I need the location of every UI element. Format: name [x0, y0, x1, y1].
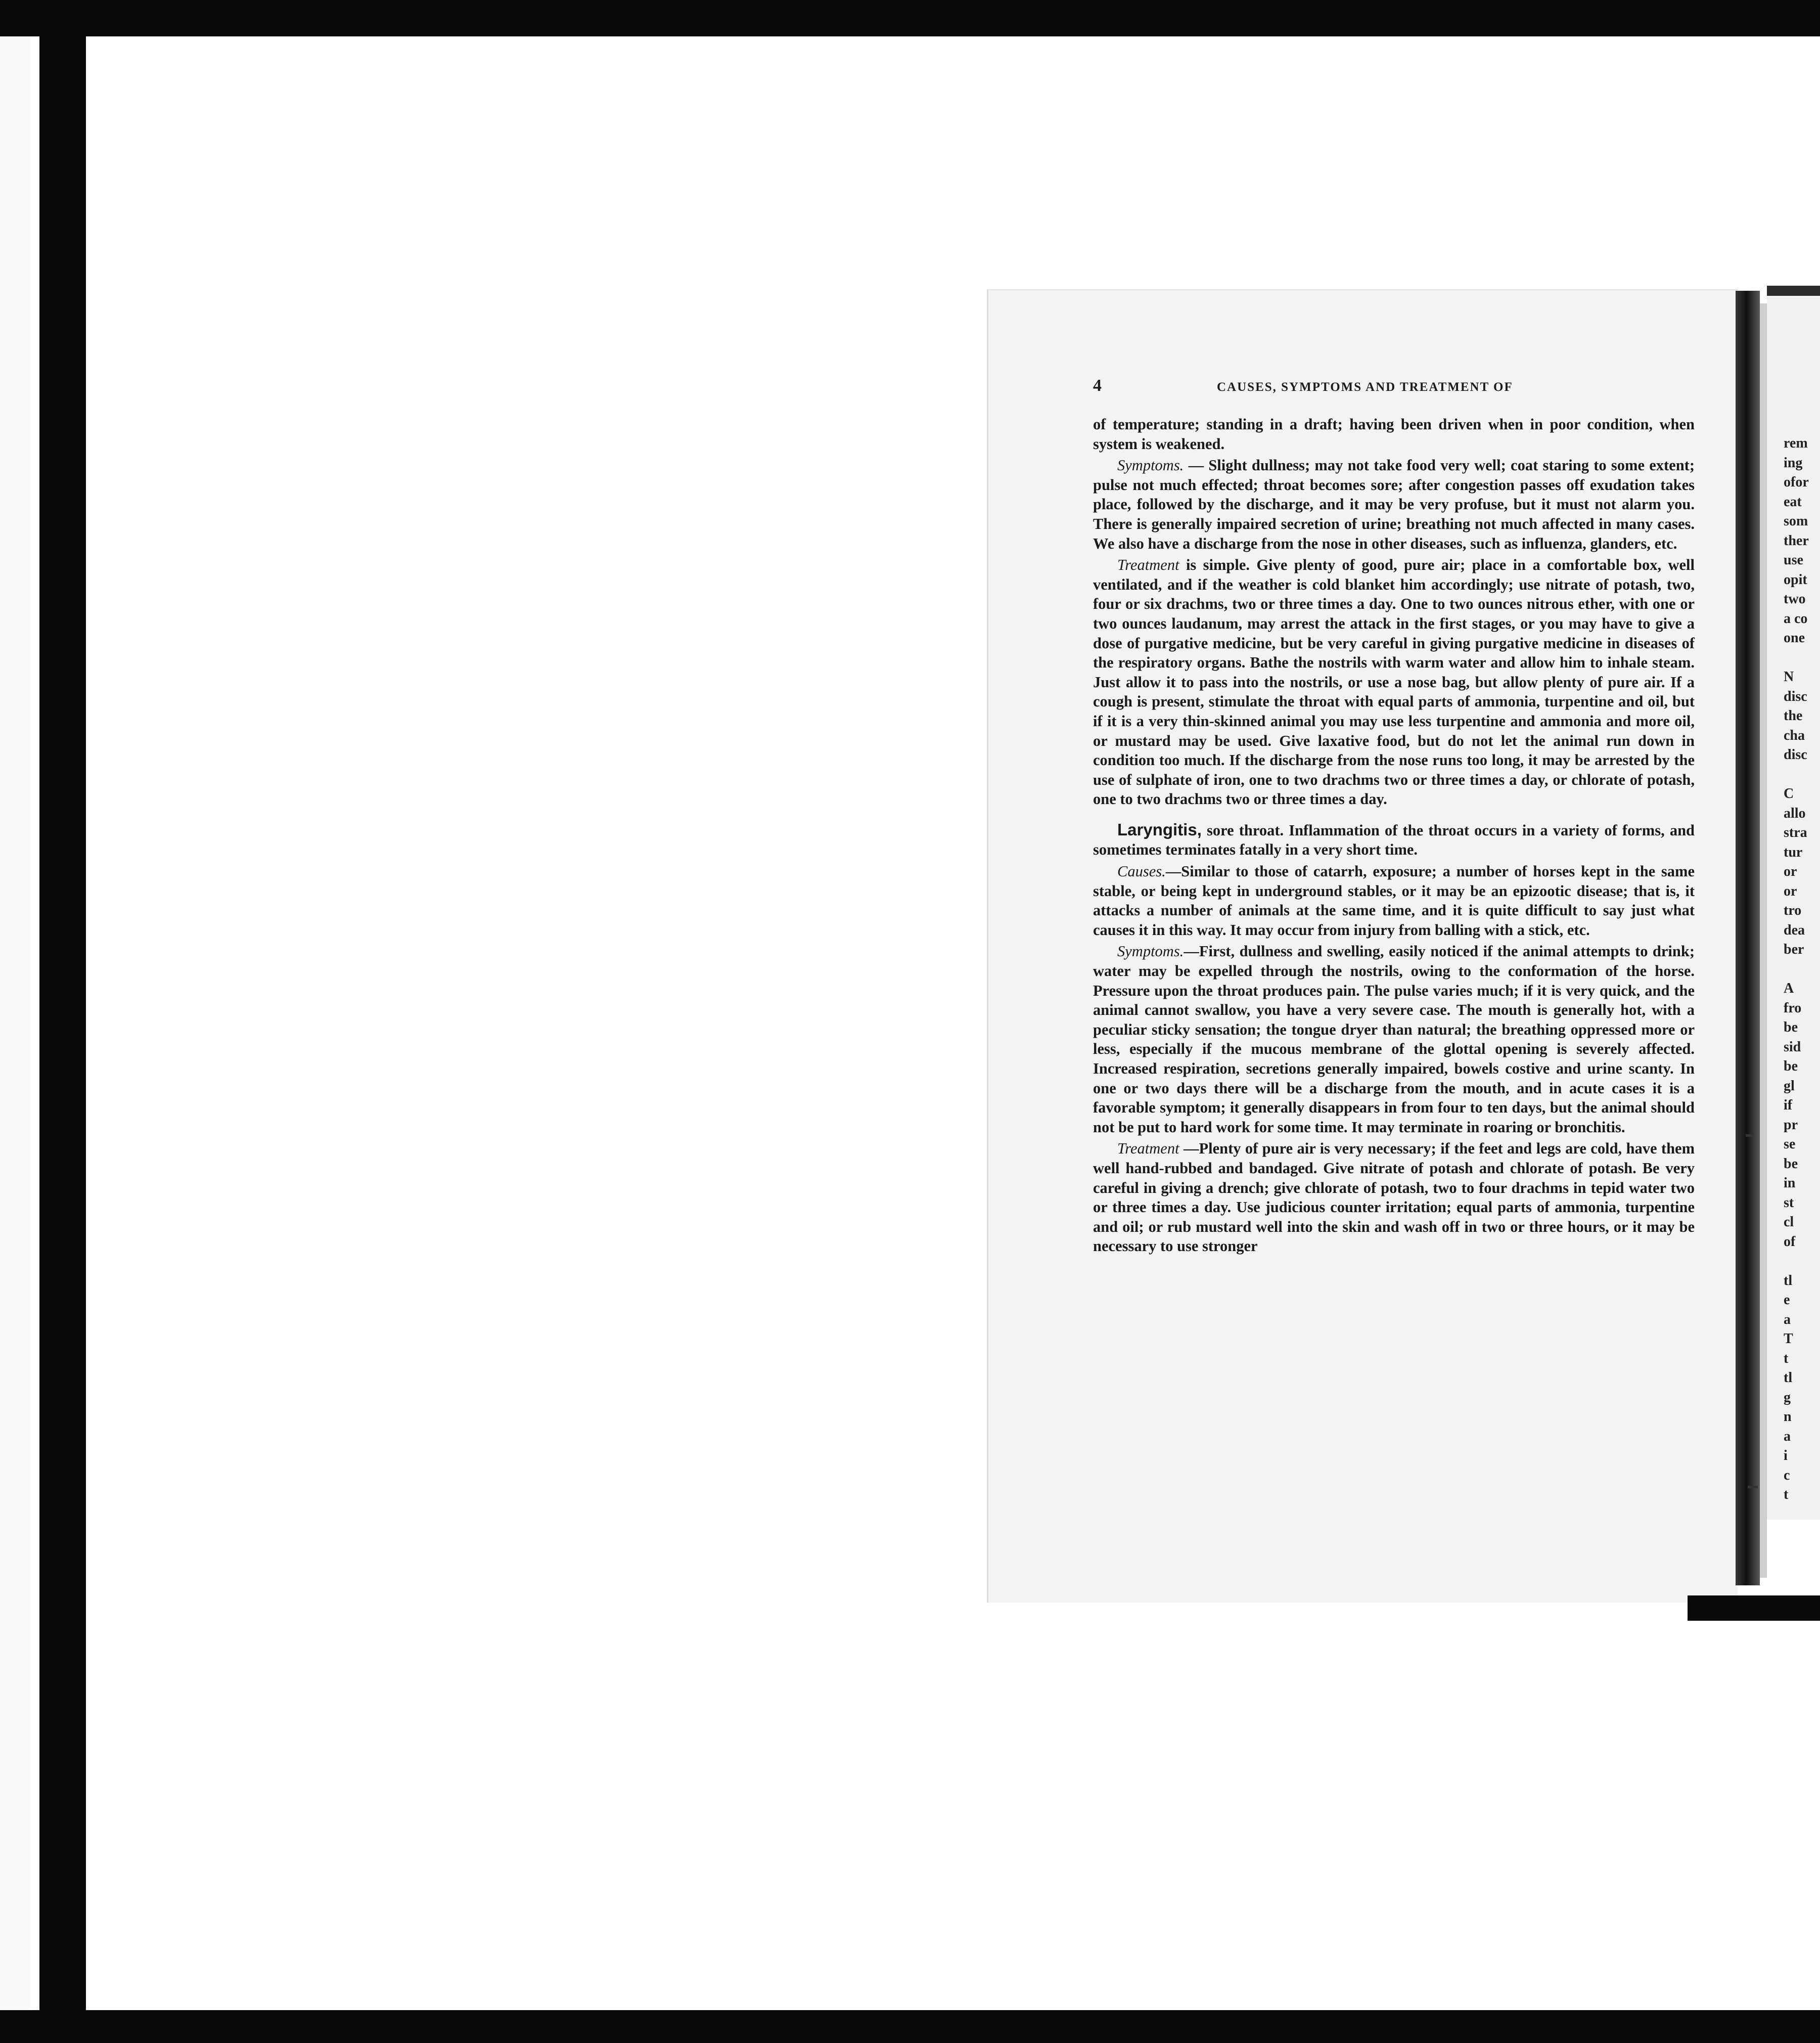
facing-line: t — [1784, 1487, 1789, 1502]
symptoms-text: —First, dullness and swelling, easily noticed if the animal attempts to drink; water may be expelled through the nostrils, owing to the conformation of the horse. Pressure upon the throat produces pain. The pulse varies much; if it is very quick, and the animal cannot swallow, you have a very severe case. The mouth is generally hot, with a peculiar sticky sensation; the tongue dryer than natural; the breathing oppressed more or less, especially if the mucous membrane of the glottal opening is severely affected. Increased respiration, secretions generally impaired, bowels costive and urine scanty. In one or two days there will be a discharge from the mouth, and in acute cases it is a favorable symptom; it generally disappears in from four to ten days, but the animal should not be put to hard work for some time. It may terminate in roaring or bronchitis. — [1093, 943, 1695, 1136]
facing-line: N — [1784, 669, 1794, 685]
treatment-label: Treatment — [1117, 556, 1179, 574]
causes-label: Causes. — [1117, 863, 1166, 880]
facing-page-shadow — [1767, 286, 1820, 297]
laryngitis-causes-paragraph — [1093, 862, 1695, 940]
running-head — [1093, 378, 1695, 398]
facing-line: ther — [1784, 532, 1809, 549]
facing-line: tro — [1784, 903, 1802, 918]
laryngitis-intro: sore throat. Inflammation of the throat occurs in a variety of forms, and sometimes terminates fatally in a very short time. — [1093, 821, 1695, 859]
page-number: 4 — [1093, 376, 1102, 395]
facing-line: ing — [1784, 455, 1803, 471]
bottom-shadow-strip — [1688, 1595, 1820, 1621]
top-scan-border — [0, 0, 1820, 36]
facing-line: of — [1784, 1233, 1796, 1250]
left-scan-border — [39, 0, 86, 2043]
facing-line: disc — [1784, 688, 1807, 704]
facing-line: or — [1784, 864, 1797, 879]
facing-line: be — [1784, 1156, 1798, 1172]
facing-line: opit — [1784, 571, 1807, 588]
page-body — [1093, 415, 1695, 1258]
facing-line: ofor — [1784, 474, 1809, 490]
facing-line: be — [1784, 1019, 1798, 1035]
running-title: CAUSES, SYMPTOMS AND TREATMENT OF — [1217, 380, 1513, 394]
facing-line: t — [1784, 1350, 1789, 1366]
catarrh-continuation: of temperature; standing in a draft; having been driven when in poor condition, when system is weakened. — [1093, 416, 1695, 453]
bottom-scan-border — [0, 2010, 1820, 2043]
facing-line: be — [1784, 1058, 1798, 1074]
facing-line: n — [1784, 1409, 1792, 1425]
facing-line: eat — [1784, 494, 1802, 510]
facing-line: rem — [1784, 435, 1808, 451]
symptoms-label: Symptoms. — [1117, 457, 1184, 474]
facing-line: c — [1784, 1467, 1790, 1483]
facing-line: if — [1784, 1097, 1793, 1113]
facing-line: A — [1784, 981, 1794, 996]
facing-line: ber — [1784, 942, 1804, 957]
book-gutter — [1736, 291, 1760, 1585]
facing-line: st — [1784, 1194, 1794, 1211]
facing-line: fro — [1784, 1000, 1802, 1016]
facing-line: two — [1784, 591, 1806, 607]
facing-line: a co — [1784, 610, 1808, 627]
facing-line: pr — [1784, 1117, 1798, 1133]
facing-line: som — [1784, 513, 1808, 529]
facing-line: a — [1784, 1428, 1791, 1444]
treatment-text: is simple. Give plenty of good, pure air; place in a comfortable box, well ventilated, and if the weather is cold blanket him accordingly; use nitrate of potash, two, four or six drachms, two or three times a day. One to two ounces nitrous ether, with one or two ounces laudanum, may arrest the attack in the first stages, or you may have to give a dose of purgative medicine, but be very careful in giving purgative medicine in diseases of the respiratory organs. Bathe the nostrils with warm water and allow him to inhale steam. Just allow it to pass into the nostrils, or use a nose bag, but allow plenty of pure air. If a cough is present, stimulate the throat with equal parts of ammonia, turpentine and oil, but if it is a very thin-skinned animal you may use less turpentine and ammonia and more oil, or mustard may be used. Give laxative food, but do not let the animal run down in condition too much. If the discharge from the nose runs too long, it may be arrested by the use of sulphate of iron, one to two drachms two or three times a day, or chlorate of potash, one to two drachms two or three times a day. — [1093, 556, 1695, 808]
margin-mark — [1748, 1486, 1758, 1488]
facing-line — [1784, 648, 1820, 668]
left-page-fill — [0, 36, 30, 2010]
facing-line: one — [1784, 630, 1805, 646]
facing-line: e — [1784, 1292, 1790, 1308]
facing-line: use — [1784, 552, 1803, 568]
facing-line: stra — [1784, 825, 1807, 840]
facing-line: sid — [1784, 1039, 1801, 1055]
laryngitis-symptoms-paragraph — [1093, 942, 1695, 1137]
facing-line: i — [1784, 1448, 1788, 1463]
facing-line: in — [1784, 1175, 1796, 1191]
facing-line: the — [1784, 708, 1803, 724]
laryngitis-intro-paragraph — [1093, 820, 1695, 860]
symptoms-label: Symptoms. — [1117, 943, 1184, 960]
facing-line: tl — [1784, 1272, 1793, 1289]
facing-line: a — [1784, 1311, 1791, 1327]
facing-line — [1784, 960, 1820, 980]
facing-line: tur — [1784, 844, 1803, 860]
facing-line: se — [1784, 1136, 1796, 1152]
facing-line: gl — [1784, 1078, 1795, 1094]
facing-line — [1784, 765, 1820, 785]
facing-line: T — [1784, 1331, 1793, 1347]
facing-line: or — [1784, 883, 1797, 899]
symptoms-text: — Slight dullness; may not take food very well; coat staring to some extent; pulse not much effected; throat becomes sore; after congestion passes off exudation takes place, followed by the discharge, and it may be very profuse, but it must not alarm you. There is generally impaired secretion of urine; breathing not much affected in many cases. We also have a discharge from the nose in other diseases, such as influenza, glanders, etc. — [1093, 457, 1695, 552]
facing-page-text — [1784, 434, 1820, 1505]
facing-line: C — [1784, 786, 1794, 802]
facing-line: disc — [1784, 747, 1807, 763]
laryngitis-heading: Laryngitis, — [1117, 820, 1202, 839]
catarrh-symptoms-paragraph — [1093, 456, 1695, 553]
margin-mark — [1746, 1134, 1753, 1137]
treatment-label: Treatment — [1117, 1140, 1179, 1158]
facing-line — [1784, 1252, 1820, 1271]
gutter-highlight — [1760, 303, 1767, 1578]
facing-line: g — [1784, 1389, 1791, 1405]
facing-line: dea — [1784, 922, 1805, 938]
treatment-text: —Plenty of pure air is very necessary; if the feet and legs are cold, have them well hand-rubbed and bandaged. Give nitrate of potash and chlorate of potash. Be very careful in giving a drench; give chlorate of potash, two to four drachms in tepid water two or three times a day. Use judicious counter irritation; equal parts of ammonia, turpentine and oil; or rub mustard well into the skin and wash off in two or three hours, or it may be necessary to use stronger — [1093, 1140, 1695, 1255]
catarrh-treatment-paragraph — [1093, 555, 1695, 809]
facing-line: allo — [1784, 805, 1806, 821]
facing-line: tl — [1784, 1370, 1793, 1386]
facing-line: cl — [1784, 1214, 1794, 1230]
facing-line: cha — [1784, 727, 1805, 743]
laryngitis-treatment-paragraph — [1093, 1139, 1695, 1256]
causes-text: —Similar to those of catarrh, exposure; a number of horses kept in the same stable, or being kept in underground stables, or it may be an epizootic disease; that is, it attacks a number of animals at the same time, and it is quite difficult to say just what causes it in this way. It may occur from injury from balling with a stick, etc. — [1093, 863, 1695, 939]
